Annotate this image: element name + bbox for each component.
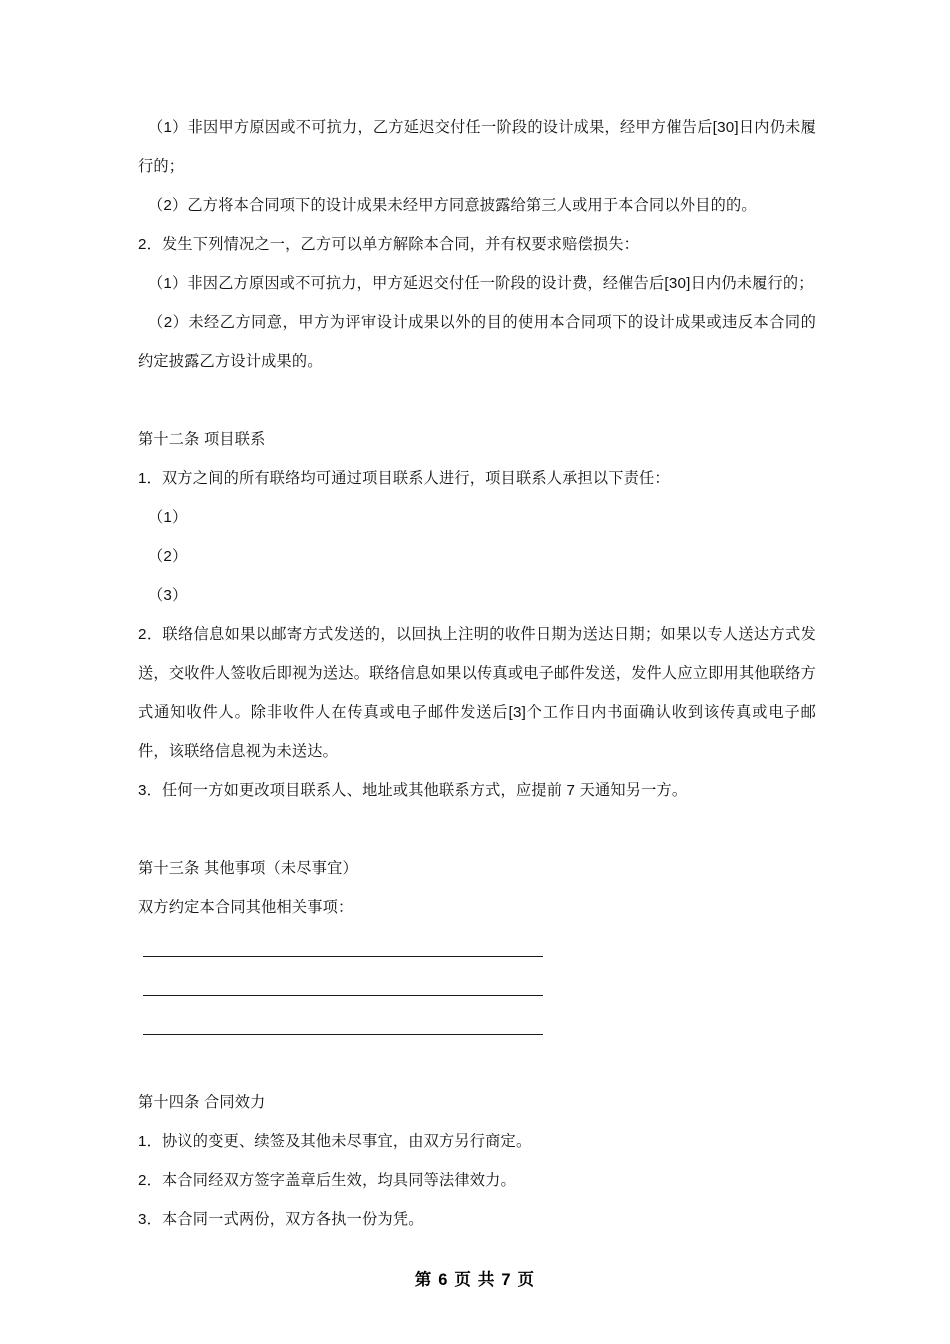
document-body bbox=[138, 108, 816, 1239]
clause-paragraph: 2．发生下列情况之一，乙方可以单方解除本合同，并有权要求赔偿损失： bbox=[138, 236, 640, 253]
paragraph-spacer bbox=[138, 810, 816, 849]
fill-in-blank-line[interactable] bbox=[138, 927, 816, 966]
page-footer: 第 6 页 共 7 页 bbox=[414, 1271, 536, 1289]
clause-paragraph: 3．本合同一式两份，双方各执一份为凭。 bbox=[138, 1211, 424, 1228]
clause-paragraph: 1．协议的变更、续签及其他未尽事宜，由双方另行商定。 bbox=[138, 1133, 532, 1150]
clause-subitem: （2）乙方将本合同项下的设计成果未经甲方同意披露给第三人或用于本合同以外目的的。 bbox=[148, 197, 757, 214]
paragraph-spacer bbox=[138, 1044, 816, 1083]
clause-heading: 第十四条 合同效力 bbox=[138, 1094, 266, 1111]
fill-in-blank-line[interactable] bbox=[138, 1005, 816, 1044]
clause-subitem: （1）非因甲方原因或不可抗力，乙方延迟交付任一阶段的设计成果，经甲方催告后[30]日内仍未履行的； bbox=[138, 119, 816, 175]
clause-heading: 第十三条 其他事项（未尽事宜） bbox=[138, 860, 358, 877]
clause-paragraph: 2．联络信息如果以邮寄方式发送的，以回执上注明的收件日期为送达日期；如果以专人送达方式发送，交收件人签收后即视为送达。联络信息如果以传真或电子邮件发送，发件人应立即用其他联络方式通知收件人。除非收件人在传真或电子邮件发送后[3]个工作日内书面确认收到该传真或电子邮件，该联络信息视为未送达。 bbox=[138, 626, 816, 760]
clause-subitem: （2）未经乙方同意，甲方为评审设计成果以外的目的使用本合同项下的设计成果或违反本合同的约定披露乙方设计成果的。 bbox=[138, 314, 816, 370]
clause-paragraph: 1．双方之间的所有联络均可通过项目联系人进行，项目联系人承担以下责任： bbox=[138, 470, 670, 487]
fill-in-blank-line[interactable] bbox=[138, 966, 816, 1005]
blank-rule bbox=[143, 956, 543, 957]
clause-subitem: （2） bbox=[148, 548, 188, 565]
clause-paragraph: 双方约定本合同其他相关事项： bbox=[138, 899, 354, 916]
blank-rule bbox=[143, 1034, 543, 1035]
blank-rule bbox=[143, 995, 543, 996]
paragraph-spacer bbox=[138, 381, 816, 420]
clause-subitem: （1） bbox=[148, 509, 188, 526]
clause-subitem: （3） bbox=[148, 587, 188, 604]
clause-heading: 第十二条 项目联系 bbox=[138, 431, 266, 448]
clause-subitem: （1）非因乙方原因或不可抗力，甲方延迟交付任一阶段的设计费，经催告后[30]日内仍未履行的； bbox=[148, 275, 814, 292]
clause-paragraph: 3．任何一方如更改项目联系人、地址或其他联系方式，应提前 7 天通知另一方。 bbox=[138, 782, 688, 799]
clause-paragraph: 2．本合同经双方签字盖章后生效，均具同等法律效力。 bbox=[138, 1172, 516, 1189]
